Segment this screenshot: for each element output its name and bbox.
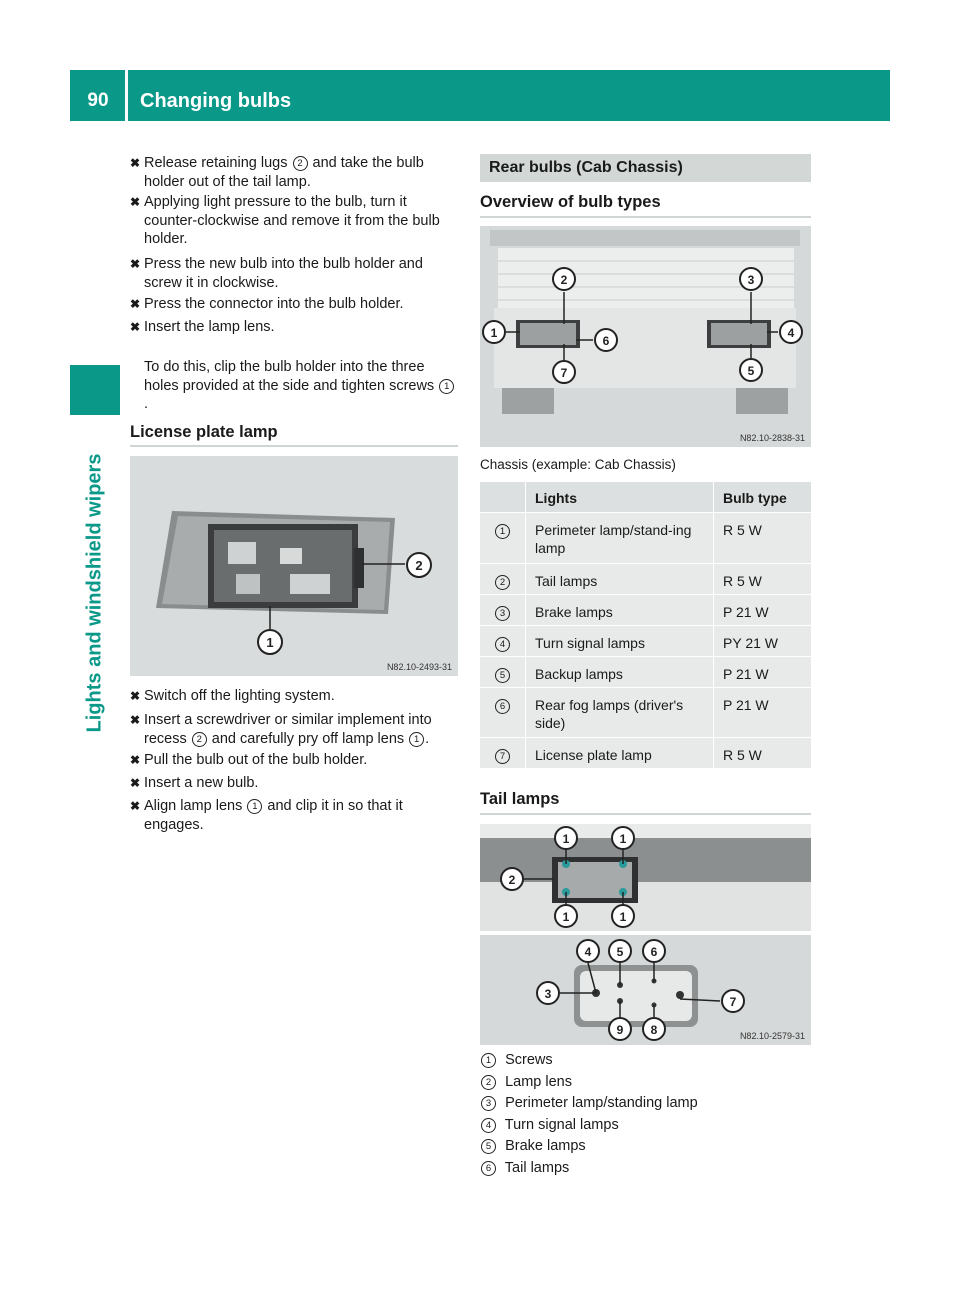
license-plate-lamp-illustration: [130, 456, 458, 676]
table-cell: [526, 657, 713, 687]
tail-lamp-mounted-illustration: [480, 824, 811, 931]
svg-text:2: 2: [508, 873, 516, 887]
table-cell: [480, 513, 525, 563]
step-note-text: To do this, clip the bulb holder into the three holes provided at the side and tighten screws: [144, 359, 435, 394]
table-cell-text: [480, 572, 525, 590]
svg-text:1: 1: [619, 910, 627, 924]
step-bullet-icon: ✖: [130, 156, 141, 170]
legend-item: [480, 1050, 553, 1072]
step-bullet-icon: ✖: [130, 689, 141, 703]
legend-item-text: Lamp lens: [505, 1073, 572, 1090]
heading-rule: [130, 445, 458, 447]
step-item: [130, 751, 460, 770]
svg-text:7: 7: [560, 366, 568, 380]
legend-item: [480, 1072, 572, 1094]
license-plate-lamp-figure: [130, 456, 458, 676]
table-cell: [714, 688, 811, 737]
table-row: [480, 595, 811, 625]
section-title: Rear bulbs (Cab Chassis): [489, 159, 683, 176]
svg-text:1: 1: [490, 326, 498, 340]
table-cell-text: Rear fog lamps (driver's side): [535, 697, 684, 731]
table-header-text: Bulb type: [723, 490, 787, 506]
table-header-text: Lights: [535, 490, 577, 506]
page-title: Changing bulbs: [140, 90, 292, 112]
legend-item-text: Perimeter lamp/standing lamp: [505, 1095, 698, 1111]
table-cell: [480, 688, 525, 737]
table-cell: [526, 688, 713, 737]
step-bullet-icon: ✖: [130, 257, 141, 271]
step-bullet-icon: ✖: [130, 753, 141, 767]
svg-text:3: 3: [544, 987, 552, 1001]
step-note: To do this, clip the bulb holder into the three holes provided at the side and tighten screws 1.: [144, 358, 459, 414]
tail-lamp-figure-bottom: [480, 935, 811, 1045]
table-cell-text: [480, 746, 525, 764]
table-row: [480, 657, 811, 687]
table-row: [480, 626, 811, 656]
step-text: Insert the lamp lens.: [144, 319, 275, 335]
table-cell: [526, 738, 713, 768]
callout-7-icon: 7: [495, 749, 510, 764]
step-item: [130, 797, 460, 834]
step-text: Align lamp lens 1 and clip it in so that it engages.: [144, 798, 403, 833]
callout-6-icon: 6: [481, 1161, 496, 1176]
step-text: Press the connector into the bulb holder.: [144, 296, 404, 312]
table-row: [480, 513, 811, 563]
svg-text:8: 8: [650, 1023, 658, 1037]
svg-text:1: 1: [562, 832, 570, 846]
step-item: [130, 154, 459, 191]
table-cell-text: [480, 521, 525, 539]
callout-2-icon: 2: [495, 575, 510, 590]
figure-code: N82.10-2493-31: [386, 662, 452, 672]
legend-item-text: Tail lamps: [504, 1159, 570, 1176]
table-cell-text: R 5 W: [723, 747, 762, 763]
step-text: Switch off the lighting system.: [144, 688, 335, 704]
callout-4-icon: 4: [495, 637, 510, 652]
table-row: [480, 688, 811, 737]
legend-item: [480, 1158, 569, 1180]
step-text: Insert a new bulb.: [144, 775, 259, 791]
legend-item-text: Brake lamps: [505, 1138, 586, 1154]
step-bullet-icon: ✖: [130, 297, 141, 311]
table-cell-text: [480, 696, 525, 714]
table-cell-text: P 21 W: [723, 666, 769, 682]
table-cell-text: R 5 W: [723, 573, 762, 589]
chapter-tab-marker: [70, 365, 120, 415]
table-cell: [714, 482, 811, 512]
table-cell-text: Tail lamps: [535, 573, 598, 589]
svg-text:7: 7: [729, 995, 737, 1009]
table-cell: [480, 738, 525, 768]
table-header-row: [480, 482, 811, 512]
svg-text:2: 2: [415, 558, 423, 573]
tail-lamps-heading: Tail lamps: [480, 790, 560, 808]
overview-heading: Overview of bulb types: [480, 193, 661, 211]
table-row: [480, 738, 811, 768]
svg-text:3: 3: [747, 273, 755, 287]
table-cell-text: P 21 W: [723, 604, 769, 620]
figure-caption: Chassis (example: Cab Chassis): [480, 457, 676, 472]
table-cell: [480, 657, 525, 687]
step-bullet-icon: ✖: [130, 713, 141, 727]
table-cell: [480, 626, 525, 656]
callout-1-icon: 1: [439, 379, 454, 394]
chapter-side-label: [70, 428, 120, 758]
table-cell-text: Brake lamps: [535, 604, 613, 620]
svg-text:4: 4: [787, 326, 795, 340]
step-bullet-icon: ✖: [130, 799, 141, 813]
callout-3-icon: 3: [481, 1096, 496, 1111]
table-cell: [714, 657, 811, 687]
step-text: Release retaining lugs 2 and take the bulb holder out of the tail lamp.: [144, 155, 424, 190]
step-text: Applying light pressure to the bulb, turn it counter-clockwise and remove it from the bulb holder.: [144, 194, 440, 247]
table-cell-text: Perimeter lamp/stand-ing lamp: [535, 522, 692, 556]
svg-text:6: 6: [650, 945, 658, 959]
table-cell-text: [480, 634, 525, 652]
svg-text:4: 4: [584, 945, 592, 959]
heading-rule: [480, 216, 811, 218]
tail-lamp-figure-top: [480, 824, 811, 931]
step-bullet-icon: ✖: [130, 776, 141, 790]
step-text: Pull the bulb out of the bulb holder.: [144, 752, 368, 768]
license-plate-heading: License plate lamp: [130, 423, 278, 441]
step-item: [130, 255, 459, 292]
page-number: 90: [87, 90, 109, 111]
heading-rule: [480, 813, 811, 815]
table-cell: [714, 513, 811, 563]
svg-text:9: 9: [616, 1023, 624, 1037]
table-cell: [480, 595, 525, 625]
callout-4-icon: 4: [481, 1118, 496, 1133]
chassis-rear-illustration: [480, 226, 811, 447]
chapter-side-label-text: Lights and windshield wipers: [83, 453, 106, 733]
table-cell: [714, 626, 811, 656]
table-cell-text: [480, 603, 525, 621]
svg-text:1: 1: [266, 635, 274, 650]
svg-text:6: 6: [602, 334, 610, 348]
table-cell: [714, 738, 811, 768]
step-item: [130, 318, 459, 337]
step-bullet-icon: ✖: [130, 195, 141, 209]
step-item: [130, 193, 459, 249]
table-cell-text: R 5 W: [723, 522, 762, 538]
step-item: [130, 687, 460, 706]
svg-text:5: 5: [747, 364, 755, 378]
svg-text:5: 5: [616, 945, 624, 959]
step-bullet-icon: ✖: [130, 320, 141, 334]
legend-item: [480, 1136, 586, 1158]
step-item: [130, 295, 459, 314]
legend-item: [480, 1115, 619, 1137]
svg-text:1: 1: [562, 910, 570, 924]
table-cell: [526, 564, 713, 594]
step-item: [130, 711, 460, 748]
step-text: Insert a screwdriver or similar implement into recess 2 and carefully pry off lamp lens 1 .: [144, 712, 432, 747]
header-separator: [125, 70, 128, 121]
tail-lamp-bulb-holder-illustration: [480, 935, 811, 1045]
step-text: Press the new bulb into the bulb holder and screw it in clockwise.: [144, 256, 423, 291]
table-cell-text: [480, 665, 525, 683]
table-cell-text: P 21 W: [723, 697, 769, 713]
step-item: [130, 774, 460, 793]
table-cell: [714, 564, 811, 594]
table-cell-text: PY 21 W: [723, 635, 778, 651]
table-cell-text: Turn signal lamps: [535, 635, 645, 651]
table-row: [480, 564, 811, 594]
table-cell-text: Backup lamps: [535, 666, 623, 682]
callout-1-icon: 1: [495, 524, 510, 539]
chassis-rear-figure: [480, 226, 811, 447]
table-cell: [480, 564, 525, 594]
table-cell: [526, 595, 713, 625]
svg-text:2: 2: [560, 273, 568, 287]
table-cell-text: License plate lamp: [535, 747, 652, 763]
figure-code: N82.10-2838-31: [739, 433, 805, 443]
legend-item-text: Turn signal lamps: [504, 1116, 619, 1133]
table-cell: [480, 482, 525, 512]
legend-item: [480, 1093, 698, 1115]
callout-6-icon: 6: [495, 699, 510, 714]
callout-1-icon: 1: [481, 1053, 496, 1068]
table-cell: [526, 626, 713, 656]
table-cell: [526, 482, 713, 512]
svg-text:1: 1: [619, 832, 627, 846]
figure-code: N82.10-2579-31: [739, 1031, 805, 1041]
callout-5-icon: 5: [481, 1139, 496, 1154]
callout-2-icon: 2: [481, 1075, 496, 1090]
callout-3-icon: 3: [495, 606, 510, 621]
callout-5-icon: 5: [495, 668, 510, 683]
table-cell: [526, 513, 713, 563]
legend-item-text: Screws: [505, 1052, 553, 1068]
table-cell: [714, 595, 811, 625]
